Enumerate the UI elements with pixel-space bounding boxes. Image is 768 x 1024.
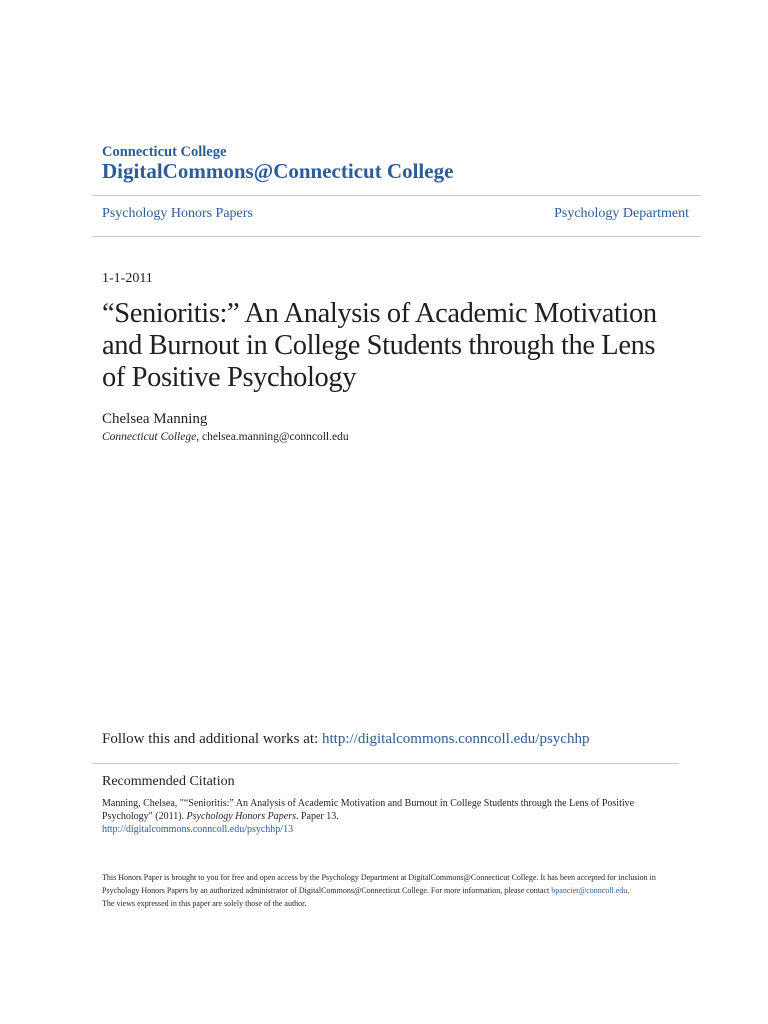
citation-body: [102, 797, 672, 836]
paper-title: “Senioritis:” An Analysis of Academic Motivation and Burnout in College Students through the Lens of Positive Psychology: [102, 298, 657, 393]
citation-journal: Psychology Honors Papers: [186, 811, 296, 822]
author-affiliation: [102, 431, 349, 443]
series-link[interactable]: Psychology Honors Papers: [102, 206, 253, 221]
notice-text: This Honors Paper is brought to you for free and open access by the Psychology Department at DigitalCommons@Connecticut College. It has been accepted for inclusion in Psychology Honors Papers by an authorized administrator of DigitalCommons@Connecticut College. For more information, please contact: [102, 873, 656, 895]
header-divider-top: [92, 195, 701, 196]
author-email: chelsea.manning@conncoll.edu: [201, 431, 349, 443]
department-link[interactable]: Psychology Department: [554, 206, 689, 221]
publication-date: 1-1-2011: [102, 271, 153, 286]
citation-divider: [92, 763, 679, 764]
citation-heading: Recommended Citation: [102, 774, 235, 789]
header-divider-bottom: [92, 236, 701, 237]
follow-line: [102, 731, 589, 748]
collection-url-link[interactable]: http://digitalcommons.conncoll.edu/psychhp: [321, 731, 590, 747]
citation-text: Manning, Chelsea, "“Senioritis:” An Analysis of Academic Motivation and Burnout in College Students through the Lens of Positive Psychology" (2011).: [102, 798, 635, 822]
author-name: Chelsea Manning: [102, 411, 208, 427]
contact-email-link[interactable]: bpancier@conncoll.edu: [551, 886, 628, 895]
disclaimer-text: The views expressed in this paper are solely those of the author.: [102, 899, 307, 908]
institution-name: Connecticut College: [102, 144, 227, 160]
repository-link[interactable]: DigitalCommons@Connecticut College: [102, 159, 454, 183]
notice-end: .: [627, 886, 630, 895]
follow-label: Follow this and additional works at:: [102, 731, 322, 747]
affiliation-separator: ,: [196, 431, 202, 443]
affiliation-name: Connecticut College: [102, 431, 197, 443]
citation-url-link[interactable]: http://digitalcommons.conncoll.edu/psychhp/13: [102, 824, 294, 835]
access-notice: [102, 871, 677, 910]
citation-paper-number: . Paper 13.: [295, 811, 339, 822]
